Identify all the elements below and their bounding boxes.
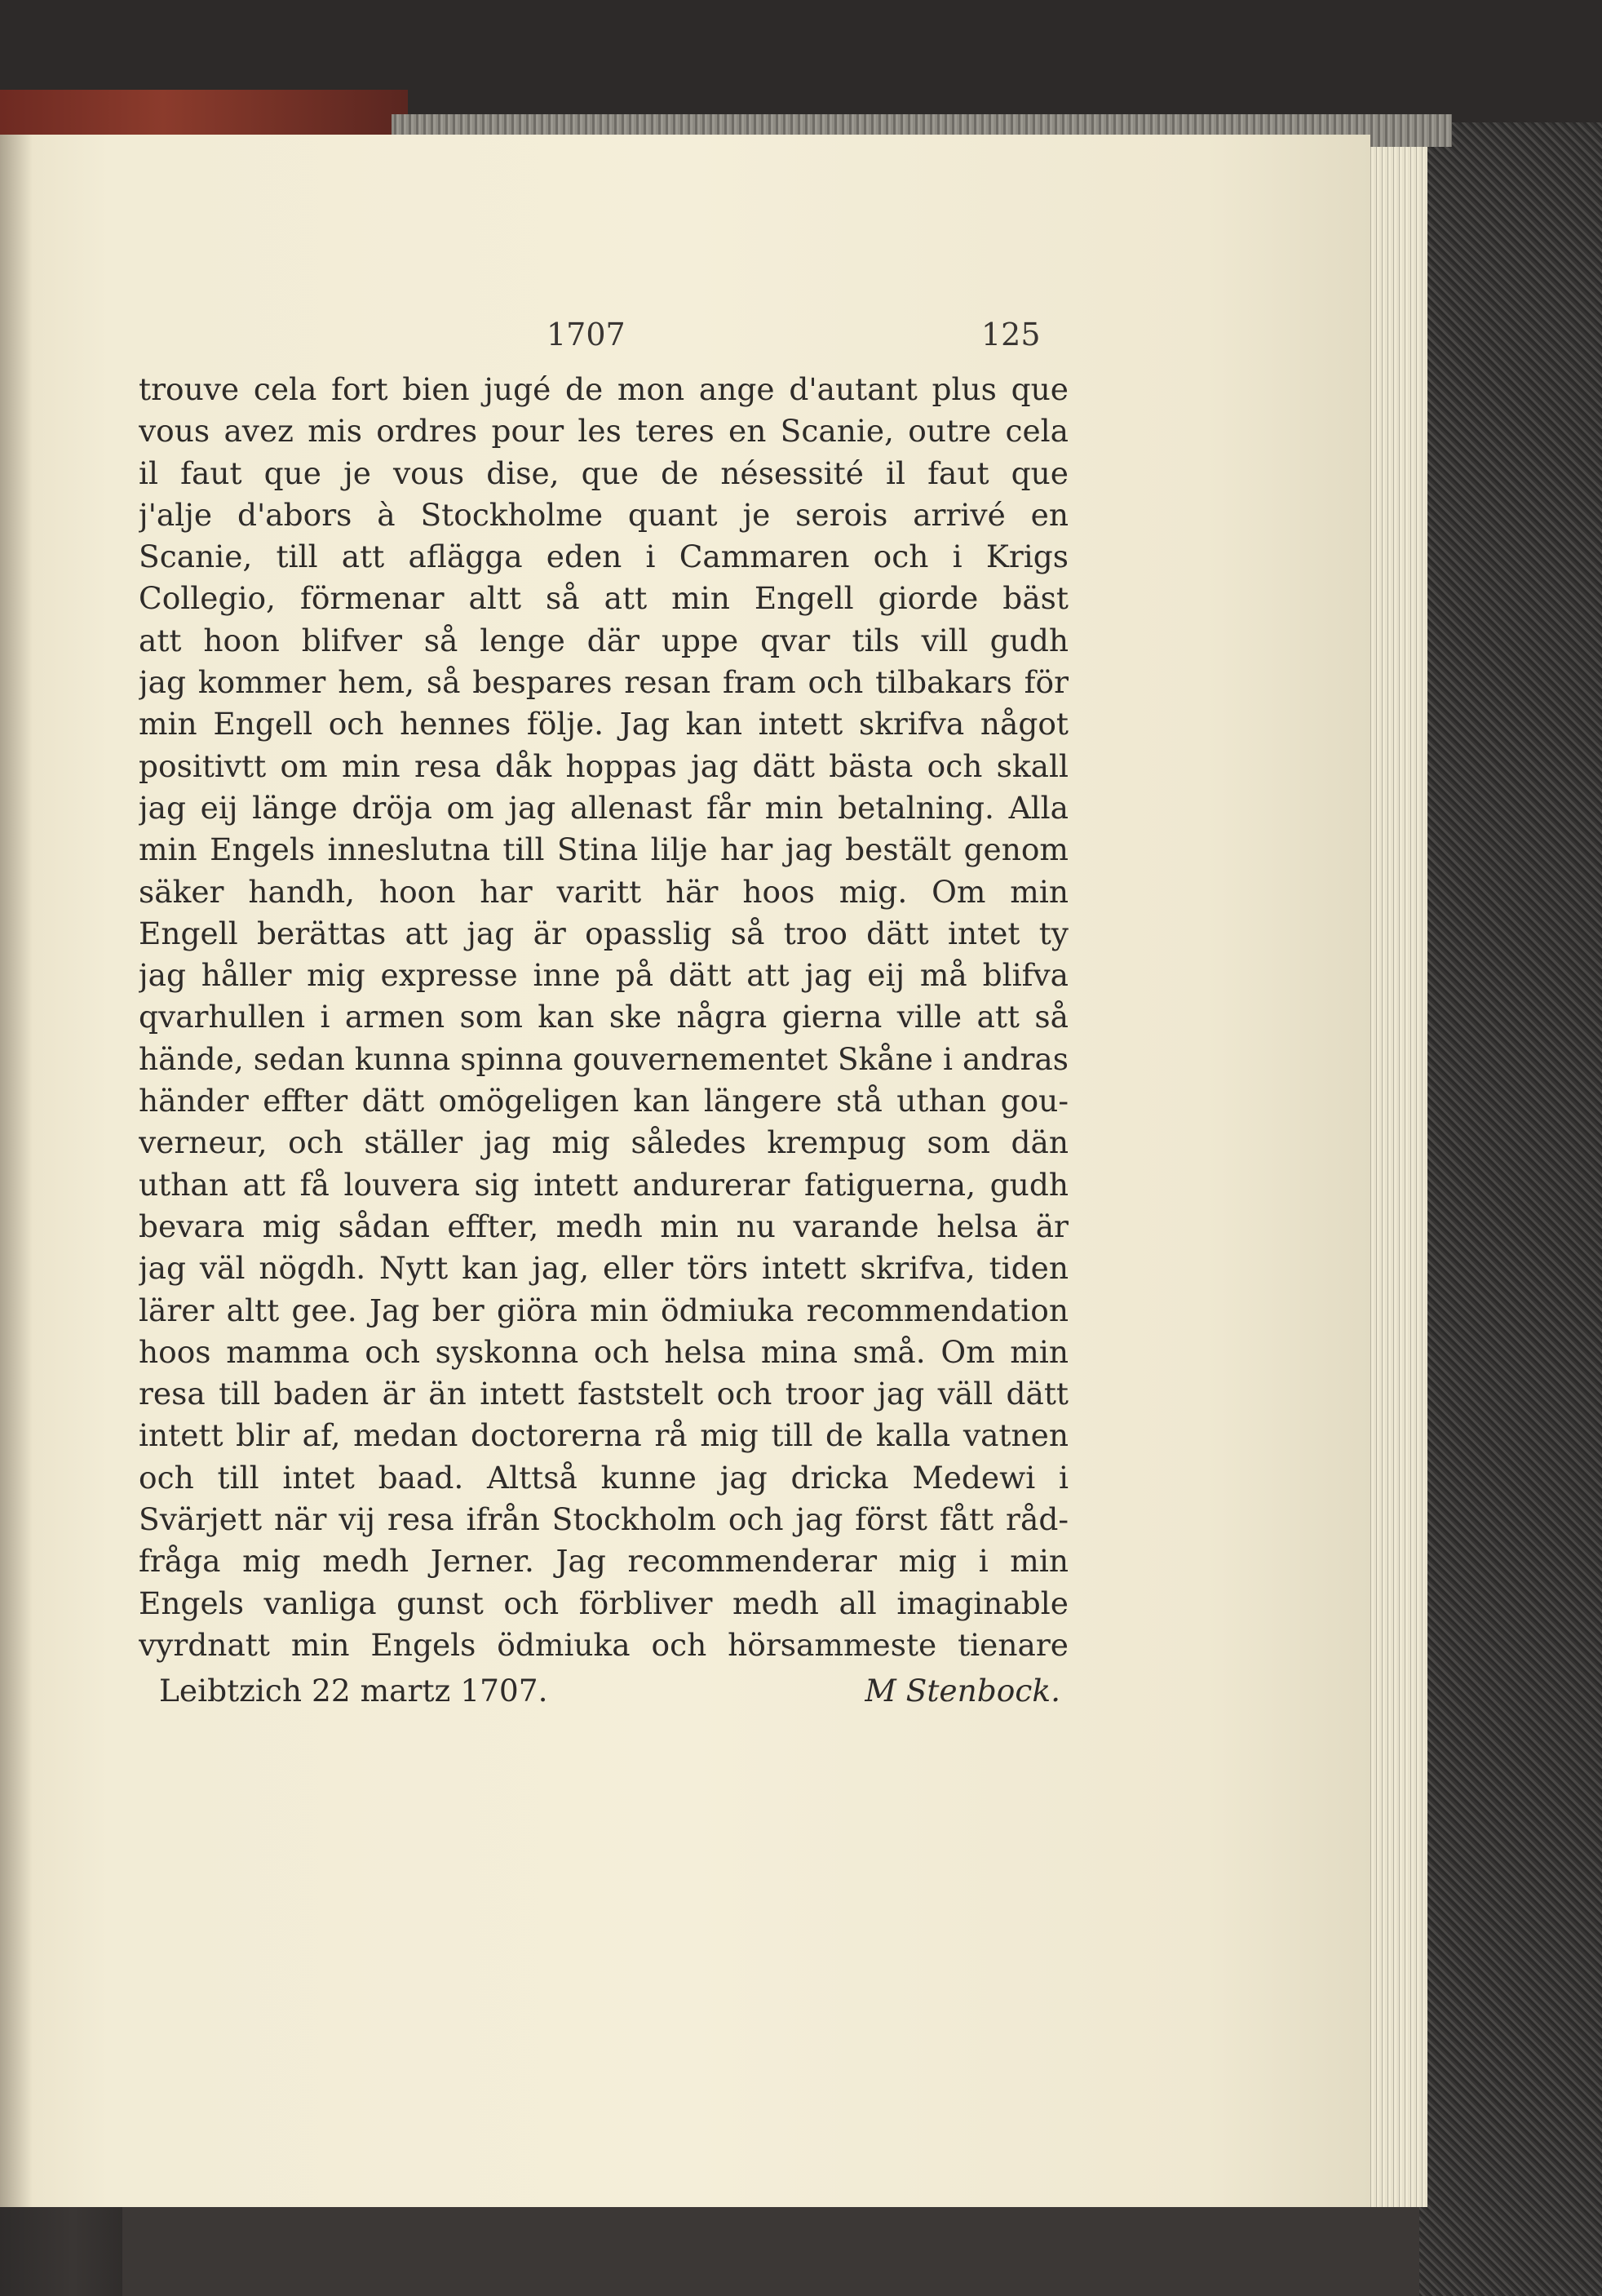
text-line: il faut que je vous dise, que de nésessité il faut que [139, 454, 1069, 491]
place-date: Leibtzich 22 martz 1707. [159, 1673, 548, 1709]
text-line: Collegio, förmenar altt så att min Engell giorde bäst [139, 580, 1069, 617]
running-header-year: 1707 [547, 317, 626, 352]
text-line: trouve cela fort bien jugé de mon ange d'autant plus que [139, 371, 1069, 407]
text-line: Engels vanliga gunst och förbliver medh all imaginable [139, 1585, 1069, 1621]
text-line: j'alje d'abors à Stockholme quant je serois arrivé en [139, 496, 1069, 533]
text-line: vyrdnatt min Engels ödmiuka och hörsammeste tienare [139, 1626, 1069, 1663]
text-line: verneur, och ställer jag mig således krempug som dän [139, 1124, 1069, 1161]
text-line: min Engels inneslutna till Stina lilje har jag bestält genom [139, 831, 1069, 868]
text-line: hoos mamma och syskonna och helsa mina små. Om min [139, 1333, 1069, 1370]
text-line: Svärjett när vij resa ifrån Stockholm och jag först fått råd- [139, 1501, 1069, 1538]
text-line: säker handh, hoon har varitt här hoos mig. Om min [139, 873, 1069, 910]
text-line: min Engell och hennes följe. Jag kan intett skrifva något [139, 706, 1069, 742]
text-line: bevara mig sådan effter, medh min nu varande helsa är [139, 1208, 1069, 1244]
book-cover-right [1419, 122, 1602, 2296]
text-line: fråga mig medh Jerner. Jag recommenderar mig i min [139, 1543, 1069, 1580]
text-line: jag väl nögdh. Nytt kan jag, eller törs intett skrifva, tiden [139, 1250, 1069, 1287]
text-line: intett blir af, medan doctorerna rå mig till de kalla vatnen [139, 1417, 1069, 1454]
text-line: att hoon blifver så lenge där uppe qvar tils vill gudh [139, 622, 1069, 658]
text-line: jag håller mig expresse inne på dätt att jag eij må blifva [139, 957, 1069, 994]
text-line: lärer altt gee. Jag ber giöra min ödmiuka recommendation [139, 1292, 1069, 1328]
book-binding-edge [0, 90, 408, 139]
text-line: hände, sedan kunna spinna gouvernementet Skåne i andras [139, 1040, 1069, 1077]
text-line: positivtt om min resa dåk hoppas jag dätt bästa och skall [139, 747, 1069, 784]
text-line: vous avez mis ordres pour les teres en Scanie, outre cela [139, 413, 1069, 450]
page-number: 125 [981, 317, 1041, 352]
text-line: resa till baden är än intett faststelt och troor jag väll dätt [139, 1376, 1069, 1412]
text-line: Scanie, till att aflägga eden i Cammaren och i Krigs [139, 539, 1069, 575]
text-line: Engell berättas att jag är opasslig så troo dätt intet ty [139, 915, 1069, 951]
letter-closing [159, 1673, 1060, 1718]
text-line: och till intet baad. Alttså kunne jag dricka Medewi i [139, 1459, 1069, 1496]
text-line: uthan att få louvera sig intett andurerar fatiguerna, gudh [139, 1166, 1069, 1203]
running-header [139, 317, 1069, 366]
text-line: jag kommer hem, så bespares resan fram och tilbakars för [139, 664, 1069, 701]
letter-body [139, 369, 1069, 1666]
text-line: jag eij länge dröja om jag allenast får min betalning. Alla [139, 789, 1069, 826]
text-line: händer effter dätt omögeligen kan längere stå uthan gou- [139, 1083, 1069, 1119]
text-line: qvarhullen i armen som kan ske några gierna ville att så [139, 999, 1069, 1035]
signature: M Stenbock. [865, 1673, 1060, 1709]
page-gutter-shadow [0, 135, 33, 2207]
